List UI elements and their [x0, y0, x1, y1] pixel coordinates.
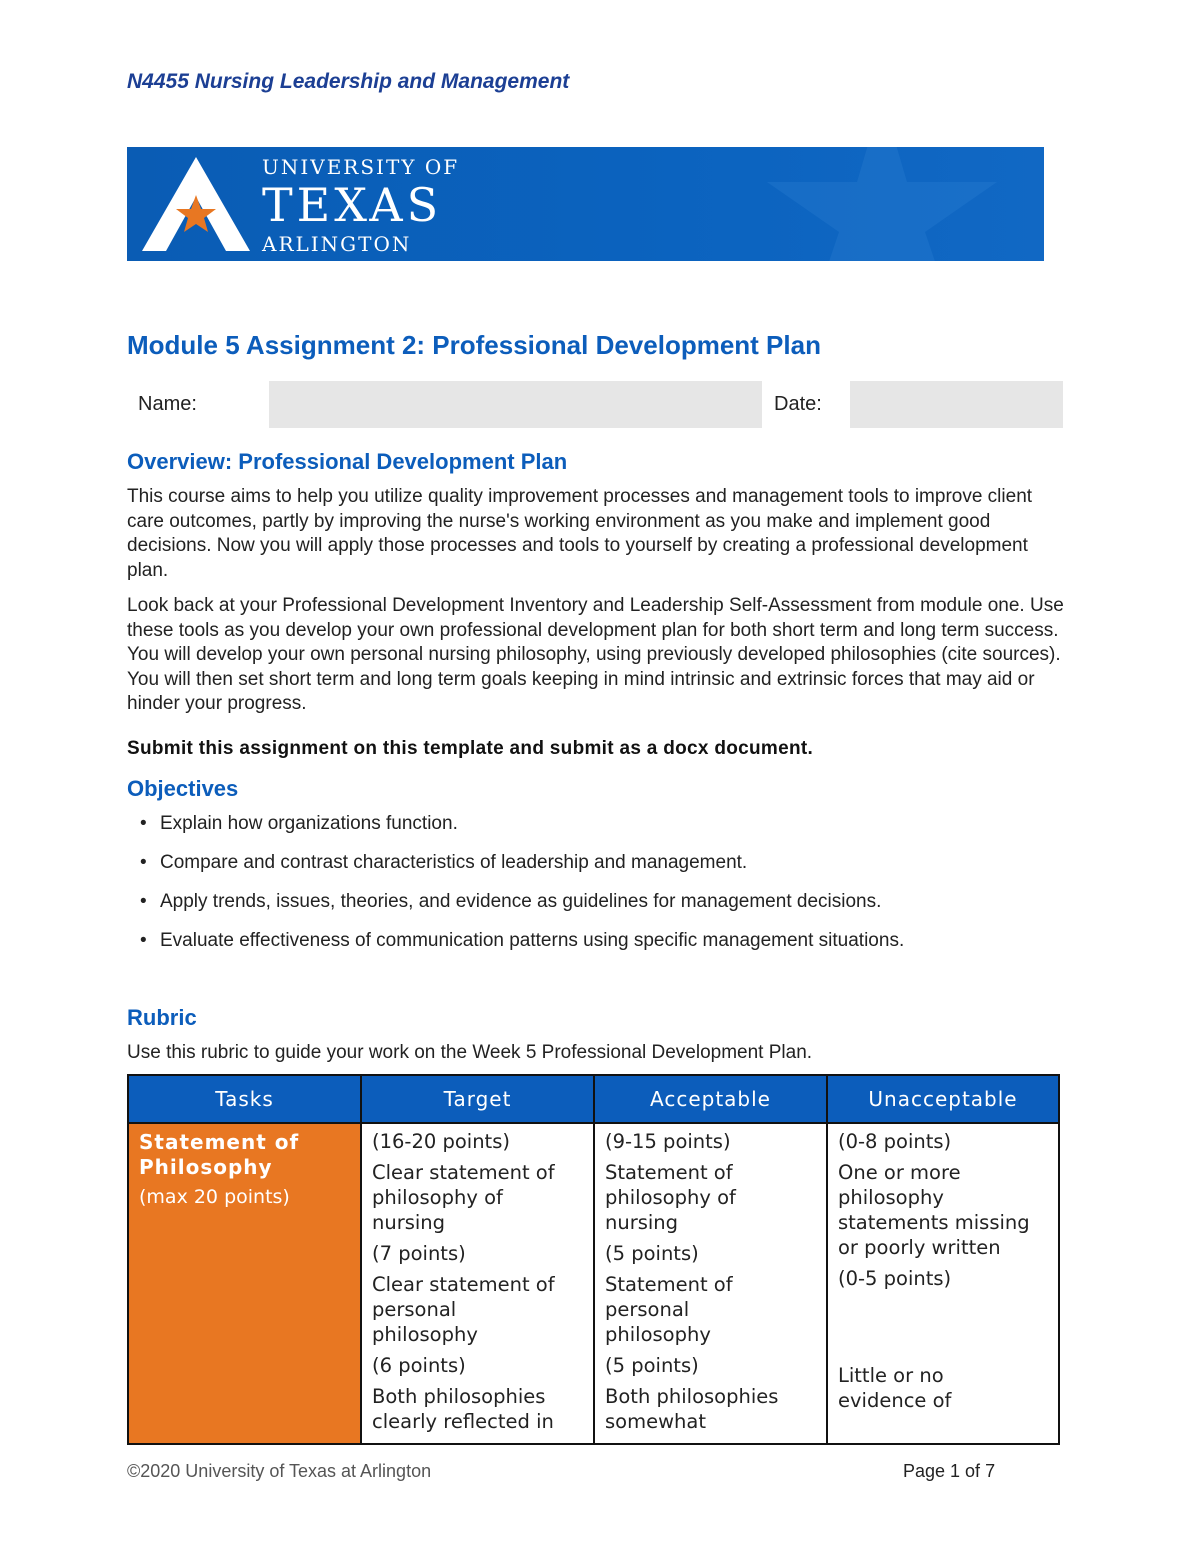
- name-label: Name:: [138, 393, 197, 415]
- logo-university-of: UNIVERSITY OF: [262, 155, 460, 179]
- bullet-icon: •: [140, 852, 147, 873]
- target-points: (6 points): [372, 1354, 466, 1377]
- acceptable-points: (9-15 points): [605, 1130, 731, 1153]
- logo-arlington: ARLINGTON: [262, 232, 412, 256]
- target-cell: [362, 1124, 574, 1440]
- unacceptable-criterion: Little or no evidence of: [838, 1364, 952, 1412]
- overview-paragraph-1: This course aims to help you utilize quality improvement processes and management tools to improve client care outcomes, partly by improving the nurse's working environment as you make and implement good decisions. Now you will apply those processes and tools to yourself by creating a professional development plan.: [127, 486, 1033, 581]
- target-criterion: Both philosophies clearly reflected in: [372, 1385, 554, 1433]
- unacceptable-cell: [828, 1124, 1040, 1419]
- objective-item: • Apply trends, issues, theories, and evidence as guidelines for management decisions.: [140, 891, 882, 912]
- target-points: (16-20 points): [372, 1130, 510, 1153]
- unacceptable-criterion: One or more philosophy statements missing or poorly written: [838, 1161, 1030, 1259]
- acceptable-points: (5 points): [605, 1242, 699, 1265]
- overview-paragraph-2: Look back at your Professional Development Inventory and Leadership Self-Assessment from module one. Use these tools as you develop your own professional development plan for both short term and long term success. You will develop your own personal nursing philosophy, using previously developed philosophies (cite sources). You will then set short term and long term goals keeping in mind intrinsic and extrinsic forces that may aid or hinder your progress.: [127, 595, 1064, 714]
- acceptable-cell: [595, 1124, 807, 1440]
- course-title: N4455 Nursing Leadership and Management: [127, 70, 570, 93]
- bullet-icon: •: [140, 891, 147, 912]
- bullet-icon: •: [140, 813, 147, 834]
- date-label-wrap: [774, 381, 822, 428]
- unacceptable-points: (0-8 points): [838, 1130, 952, 1153]
- acceptable-criterion: Both philosophies somewhat: [605, 1385, 779, 1433]
- task-name: Statement of Philosophy: [139, 1130, 300, 1179]
- col-header-tasks: Tasks: [129, 1076, 360, 1122]
- banner-star-watermark: [717, 147, 1044, 261]
- date-label: Date:: [774, 393, 822, 415]
- page-title: Module 5 Assignment 2: Professional Development Plan: [127, 330, 821, 360]
- objectives-heading: Objectives: [127, 776, 239, 801]
- unacceptable-points: (0-5 points): [838, 1267, 952, 1290]
- rubric-heading: Rubric: [127, 1005, 197, 1030]
- name-field[interactable]: [269, 381, 762, 428]
- target-points: (7 points): [372, 1242, 466, 1265]
- objectives-list: [140, 812, 904, 968]
- objective-item: • Evaluate effectiveness of communication patterns using specific management situations.: [140, 930, 905, 951]
- objective-item: • Compare and contrast characteristics of leadership and management.: [140, 852, 748, 873]
- rubric-intro: Use this rubric to guide your work on the Week 5 Professional Development Plan.: [127, 1042, 813, 1063]
- target-criterion: Clear statement of personal philosophy: [372, 1273, 555, 1346]
- task-cell-philosophy: [129, 1124, 360, 1445]
- overview-heading: Overview: Professional Development Plan: [127, 449, 568, 474]
- task-max-points: (max 20 points): [139, 1186, 290, 1208]
- submit-note: Submit this assignment on this template and submit as a docx document.: [127, 738, 814, 759]
- uta-logo-icon: [142, 157, 250, 251]
- acceptable-points: (5 points): [605, 1354, 699, 1377]
- acceptable-criterion: Statement of personal philosophy: [605, 1273, 733, 1346]
- bullet-icon: •: [140, 930, 147, 951]
- target-criterion: Clear statement of philosophy of nursing: [372, 1161, 555, 1234]
- footer-copyright: ©2020 University of Texas at Arlington: [127, 1461, 432, 1481]
- objective-item: • Explain how organizations function.: [140, 813, 458, 834]
- date-field[interactable]: [850, 381, 1063, 428]
- name-label-wrap: [138, 381, 197, 428]
- rubric-table: [127, 1074, 1060, 1445]
- footer-page-number: Page 1 of 7: [903, 1461, 996, 1481]
- acceptable-criterion: Statement of philosophy of nursing: [605, 1161, 736, 1234]
- university-banner: [127, 147, 1044, 261]
- col-header-acceptable: Acceptable: [595, 1076, 826, 1122]
- col-header-unacceptable: Unacceptable: [828, 1076, 1058, 1122]
- col-header-target: Target: [362, 1076, 593, 1122]
- logo-texas: TEXAS: [262, 178, 443, 232]
